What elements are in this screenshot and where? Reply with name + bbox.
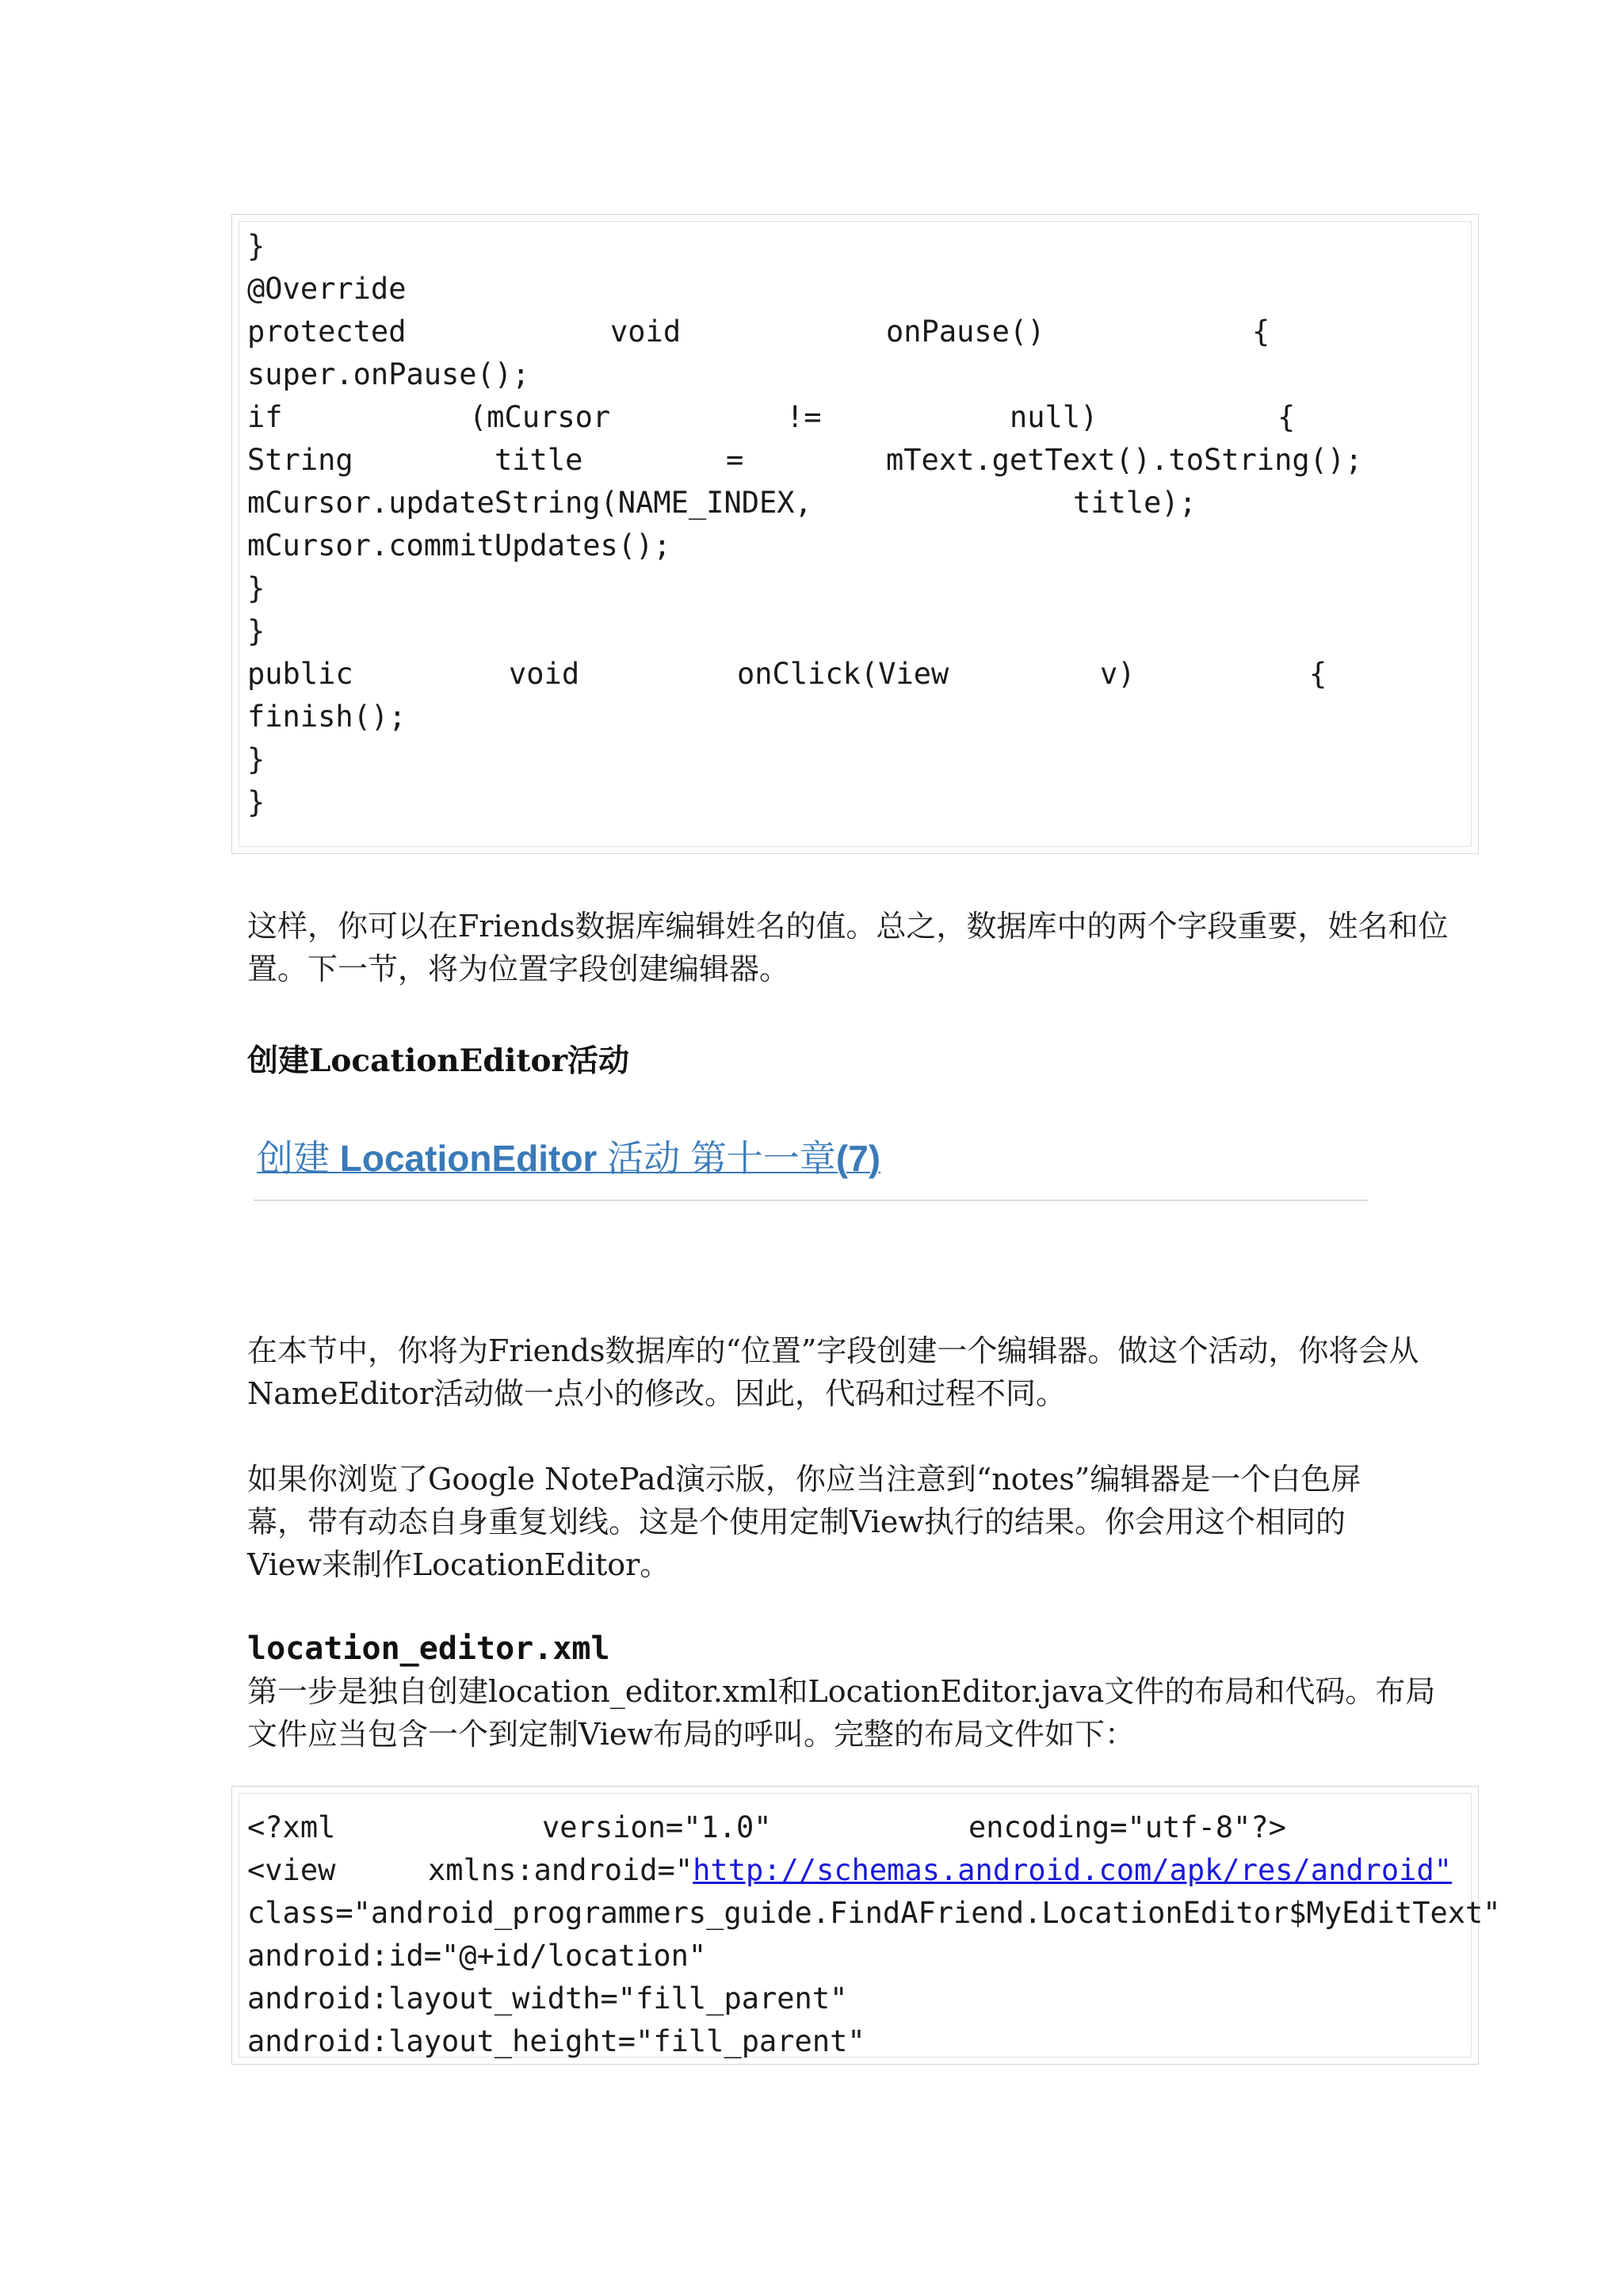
code-line [247,311,1452,353]
code-line [247,482,1452,524]
paragraph-first-step: 第一步是独自创建location_editor.xml和LocationEditor.java文件的布局和代码。布局文件应当包含一个到定制View布局的呼叫。完整的布局文件如下： [247,1674,1436,1752]
schema-link[interactable]: http://schemas.android.com/apk/res/android" [693,1853,1453,1887]
code-block-1 [231,214,1479,854]
code-line [247,781,1452,824]
layout-width-line: android:layout_width="fill_parent" [247,1981,848,2016]
xml-declaration-line [247,1806,1436,1849]
code-token: super.onPause(); [247,357,530,391]
class-attr-line: class="android_programmers_guide.FindAFriend.LocationEditor$MyEditText" [247,1896,1501,1930]
code-token: protected [247,315,407,349]
code-token: public [247,657,353,691]
id-attr-line: android:id="@+id/location" [247,1939,707,1973]
code-token: } [247,785,265,819]
paragraph-notepad: 如果你浏览了Google NotePad演示版，你应当注意到“notes”编辑器是一个白色屏幕，带有动态自身重复划线。这是个使用定制View执行的结果。你会用这个相同的View来制作LocationEditor。 [247,1462,1361,1582]
code-line [247,696,1452,738]
code-line [247,524,1452,567]
code-token: { [1309,657,1327,691]
code-token: != [786,400,822,434]
code-token: finish(); [247,700,407,734]
code-line [247,653,1452,696]
code-line [247,610,1452,653]
code-token: } [247,229,265,263]
layout-height-line: android:layout_height="fill_parent" [247,2024,865,2058]
view-tag-line [247,1849,1453,1892]
xml-token-1: <?xml [247,1810,336,1844]
code-token: String [247,443,353,477]
article-title-part-b: LocationEditor [339,1138,598,1179]
code-token: null) [1010,400,1098,434]
title-divider [254,1199,1368,1201]
code-token: if [247,400,283,434]
code-block-1-inner [239,221,1472,847]
paragraph-section-intro: 在本节中，你将为Friends数据库的“位置”字段创建一个编辑器。做这个活动，你将会从NameEditor活动做一点小的修改。因此，代码和过程不同。 [247,1333,1419,1411]
code-line [247,567,1452,610]
xml-token-3: encoding="utf-8"?> [968,1810,1286,1844]
code-token: title [495,443,583,477]
article-title-part-d: (7) [835,1138,881,1179]
code-token: { [1277,400,1296,434]
xml-token-2: version="1.0" [542,1810,772,1844]
code-token: title); [1073,486,1197,520]
code-token: mText.getText().toString(); [886,443,1363,477]
article-title-part-c: 活动 第十一章 [597,1138,836,1179]
code-token: } [247,571,265,605]
code-token: = [726,443,744,477]
article-title-part-a: 创建 [257,1138,340,1179]
heading-location-editor-xml: location_editor.xml [247,1630,610,1667]
view-tag-token: <view [247,1853,336,1887]
code-line [247,439,1452,482]
code-line [247,268,1452,311]
code-line [247,396,1452,439]
code-token: onClick(View [737,657,949,691]
code-token: } [247,614,265,648]
code-line [247,353,1452,396]
code-block-2-inner [239,1793,1501,2058]
code-token: onPause() [886,315,1045,349]
code-token: (mCursor [469,400,611,434]
code-token: { [1252,315,1270,349]
code-token: void [509,657,580,691]
code-line [247,225,1452,268]
code-token: v) [1100,657,1136,691]
code-line [247,738,1452,781]
code-token: mCursor.commitUpdates(); [247,528,671,563]
code-token: @Override [247,272,407,306]
code-token: void [610,315,682,349]
code-block-2 [231,1786,1501,2065]
article-title-link[interactable] [257,1135,880,1182]
xmlns-attr-token: xmlns:android="http://schemas.android.com/apk/res/android" [428,1853,1453,1887]
paragraph-friends-name: 这样，你可以在Friends数据库编辑姓名的值。总之，数据库中的两个字段重要，姓名和位置。下一节，将为位置字段创建编辑器。 [247,909,1449,986]
code-token: mCursor.updateString(NAME_INDEX, [247,486,812,520]
code-token: } [247,742,265,776]
section-heading-location-editor: 创建LocationEditor活动 [247,1043,630,1079]
